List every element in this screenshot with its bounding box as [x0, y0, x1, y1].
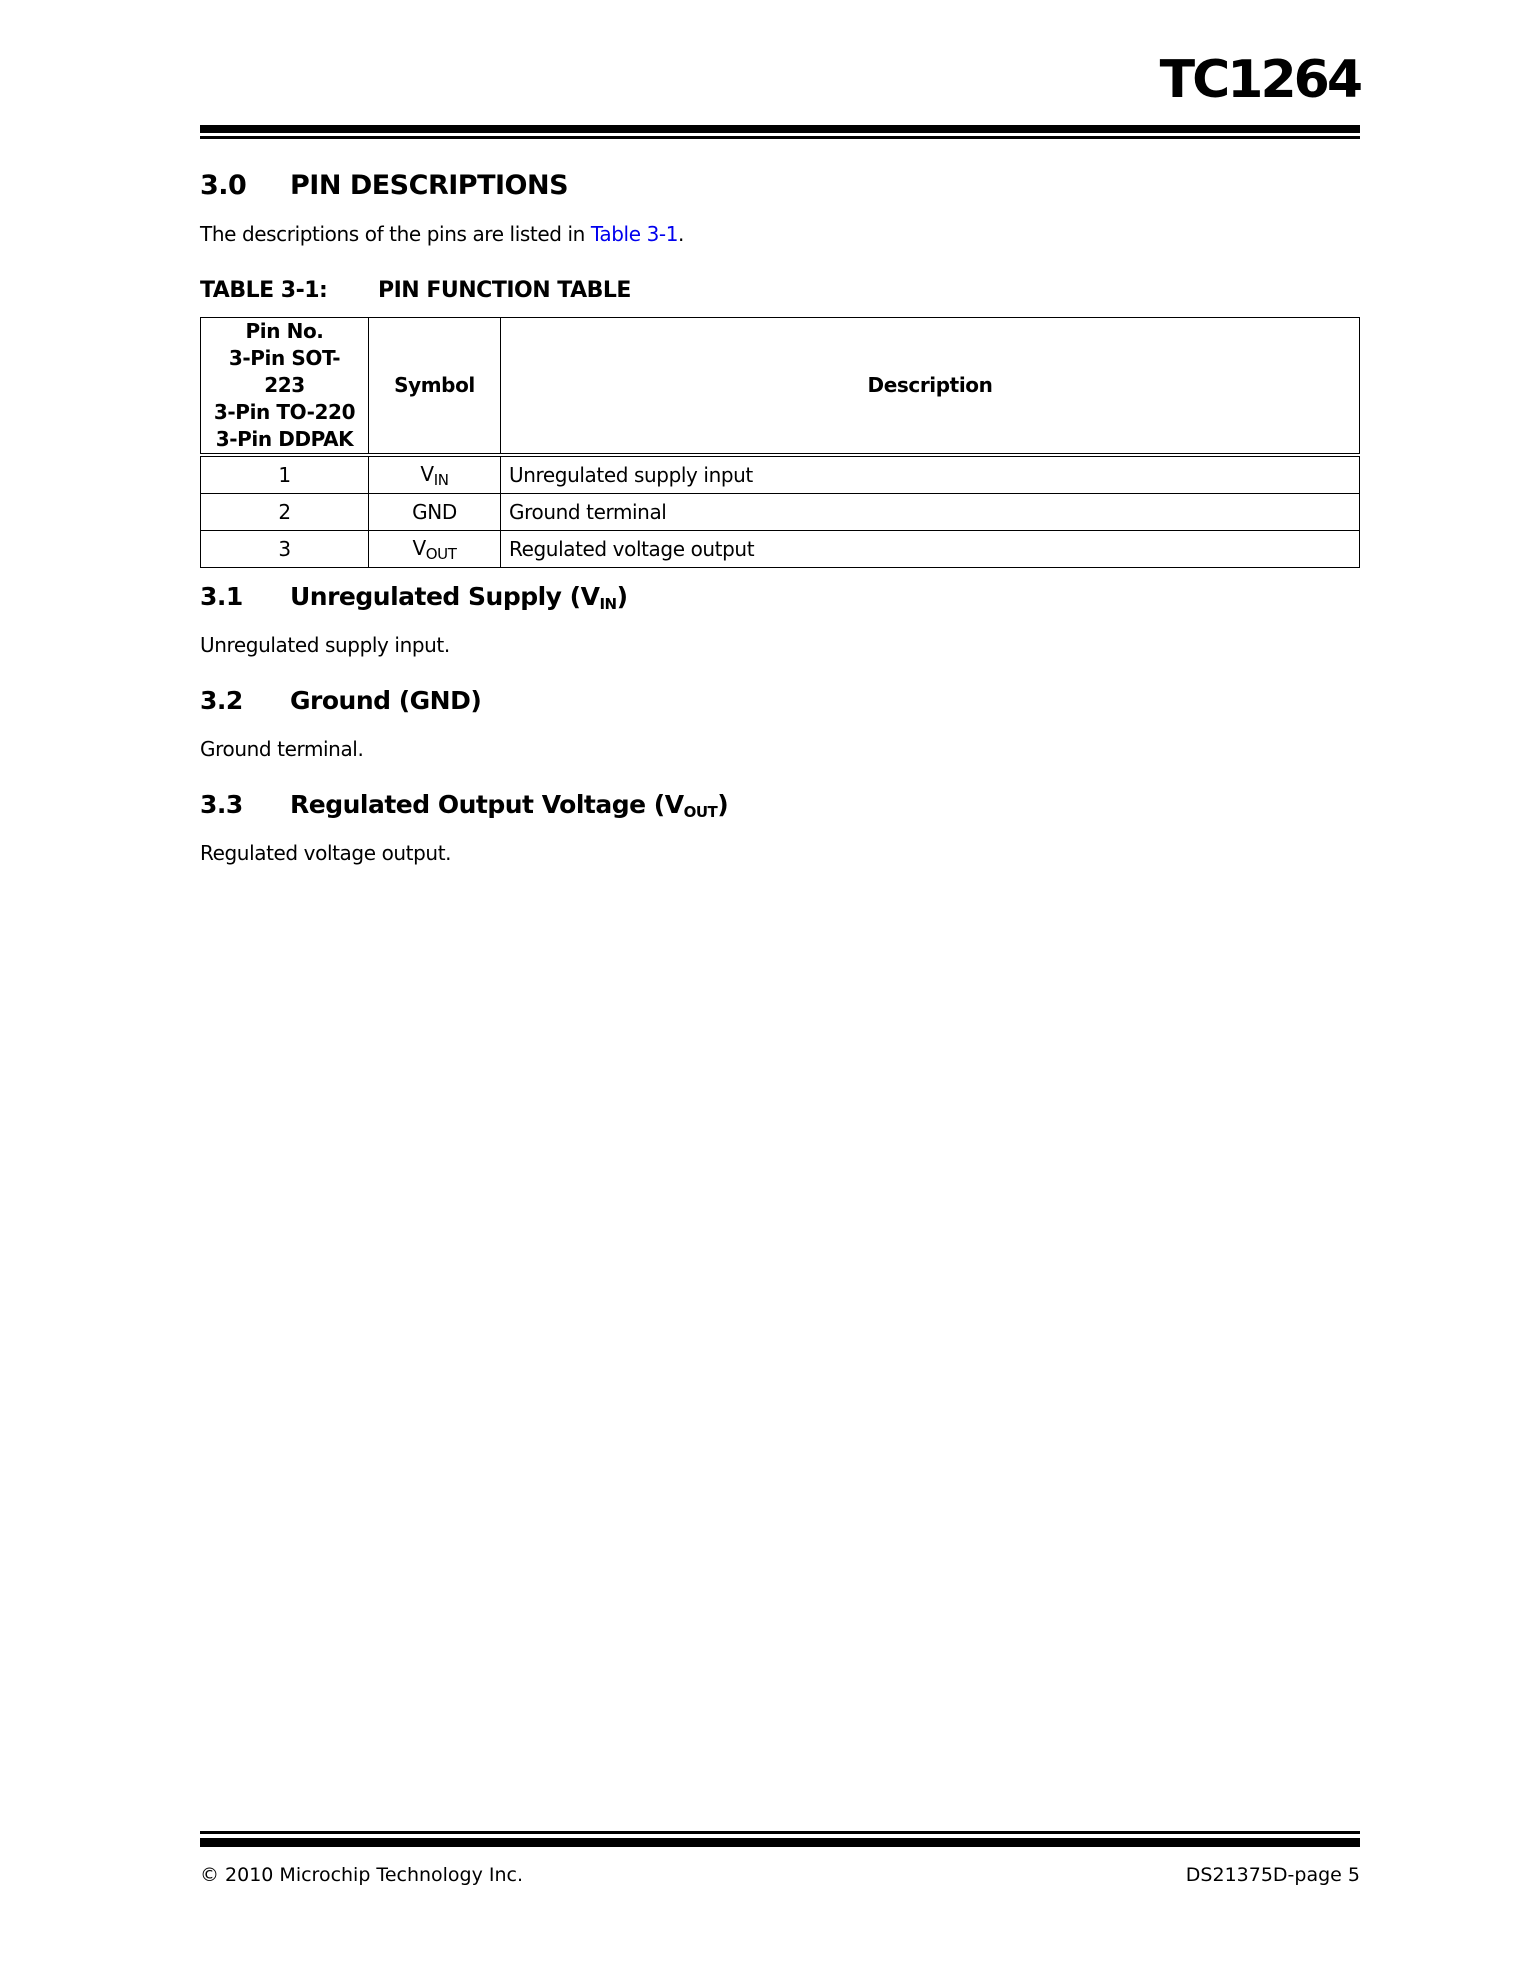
header-pkg-sot223: 3-Pin SOT-223 — [228, 346, 341, 397]
header-pkg-to220: 3-Pin TO-220 — [213, 400, 356, 424]
symbol-subscript: OUT — [425, 544, 457, 563]
symbol-text: V — [412, 535, 426, 560]
subsection-text: Unregulated supply input. — [200, 633, 450, 657]
symbol-cell — [369, 531, 501, 568]
header-pkg-ddpak: 3-Pin DDPAK — [215, 427, 354, 451]
pin-cell: 2 — [201, 494, 369, 531]
caption-title: PIN FUNCTION TABLE — [378, 278, 631, 303]
subsection-title: Unregulated Supply (V — [290, 582, 600, 611]
pin-function-table — [200, 317, 1360, 568]
symbol-text: V — [420, 461, 434, 486]
symbol-subscript: IN — [433, 470, 449, 489]
footer-rule-thick — [200, 1838, 1360, 1847]
subsection-title: Ground (GND) — [290, 686, 482, 715]
description-cell: Ground terminal — [501, 494, 1360, 531]
intro-end: . — [678, 222, 685, 246]
footer-copyright: © 2010 Microchip Technology Inc. — [200, 1864, 524, 1886]
document-title: TC1264 — [1159, 50, 1360, 110]
subsection-subscript: IN — [599, 595, 617, 613]
subsection-text: Regulated voltage output. — [200, 841, 452, 865]
table-row — [201, 531, 1360, 568]
subsection-number: 3.2 — [200, 686, 243, 715]
header-pin-no — [201, 318, 369, 456]
intro-text: The descriptions of the pins are listed in — [200, 222, 591, 246]
subsection-heading — [200, 582, 628, 613]
description-cell: Unregulated supply input — [501, 455, 1360, 494]
header-pin-no-label: Pin No. — [245, 319, 324, 343]
symbol-cell — [369, 455, 501, 494]
description-cell: Regulated voltage output — [501, 531, 1360, 568]
footer-page-number: DS21375D-page 5 — [1185, 1864, 1360, 1886]
subsection-heading — [200, 686, 481, 715]
footer-rule-thin — [200, 1831, 1360, 1834]
header-rule-thick — [200, 125, 1360, 133]
subsection-subscript: OUT — [683, 803, 718, 821]
pin-cell: 1 — [201, 455, 369, 494]
intro-paragraph — [200, 222, 684, 246]
subsection-title: Regulated Output Voltage (V — [290, 790, 684, 819]
subsection-close: ) — [616, 582, 628, 611]
header-symbol: Symbol — [369, 318, 501, 456]
subsection-text: Ground terminal. — [200, 737, 364, 761]
table-caption — [200, 278, 631, 303]
table-row — [201, 455, 1360, 494]
table-row — [201, 494, 1360, 531]
table-link[interactable]: Table 3-1 — [590, 222, 679, 246]
symbol-cell — [369, 494, 501, 531]
caption-number: TABLE 3-1: — [200, 278, 328, 303]
header-description: Description — [501, 318, 1360, 456]
subsection-number: 3.1 — [200, 582, 243, 611]
pin-cell: 3 — [201, 531, 369, 568]
section-number: 3.0 — [200, 170, 247, 201]
subsection-heading — [200, 790, 728, 821]
symbol-text: GND — [412, 500, 457, 524]
section-heading — [200, 170, 568, 201]
section-title: PIN DESCRIPTIONS — [290, 170, 569, 201]
subsection-number: 3.3 — [200, 790, 243, 819]
subsection-close: ) — [717, 790, 729, 819]
header-rule-thin — [200, 136, 1360, 139]
